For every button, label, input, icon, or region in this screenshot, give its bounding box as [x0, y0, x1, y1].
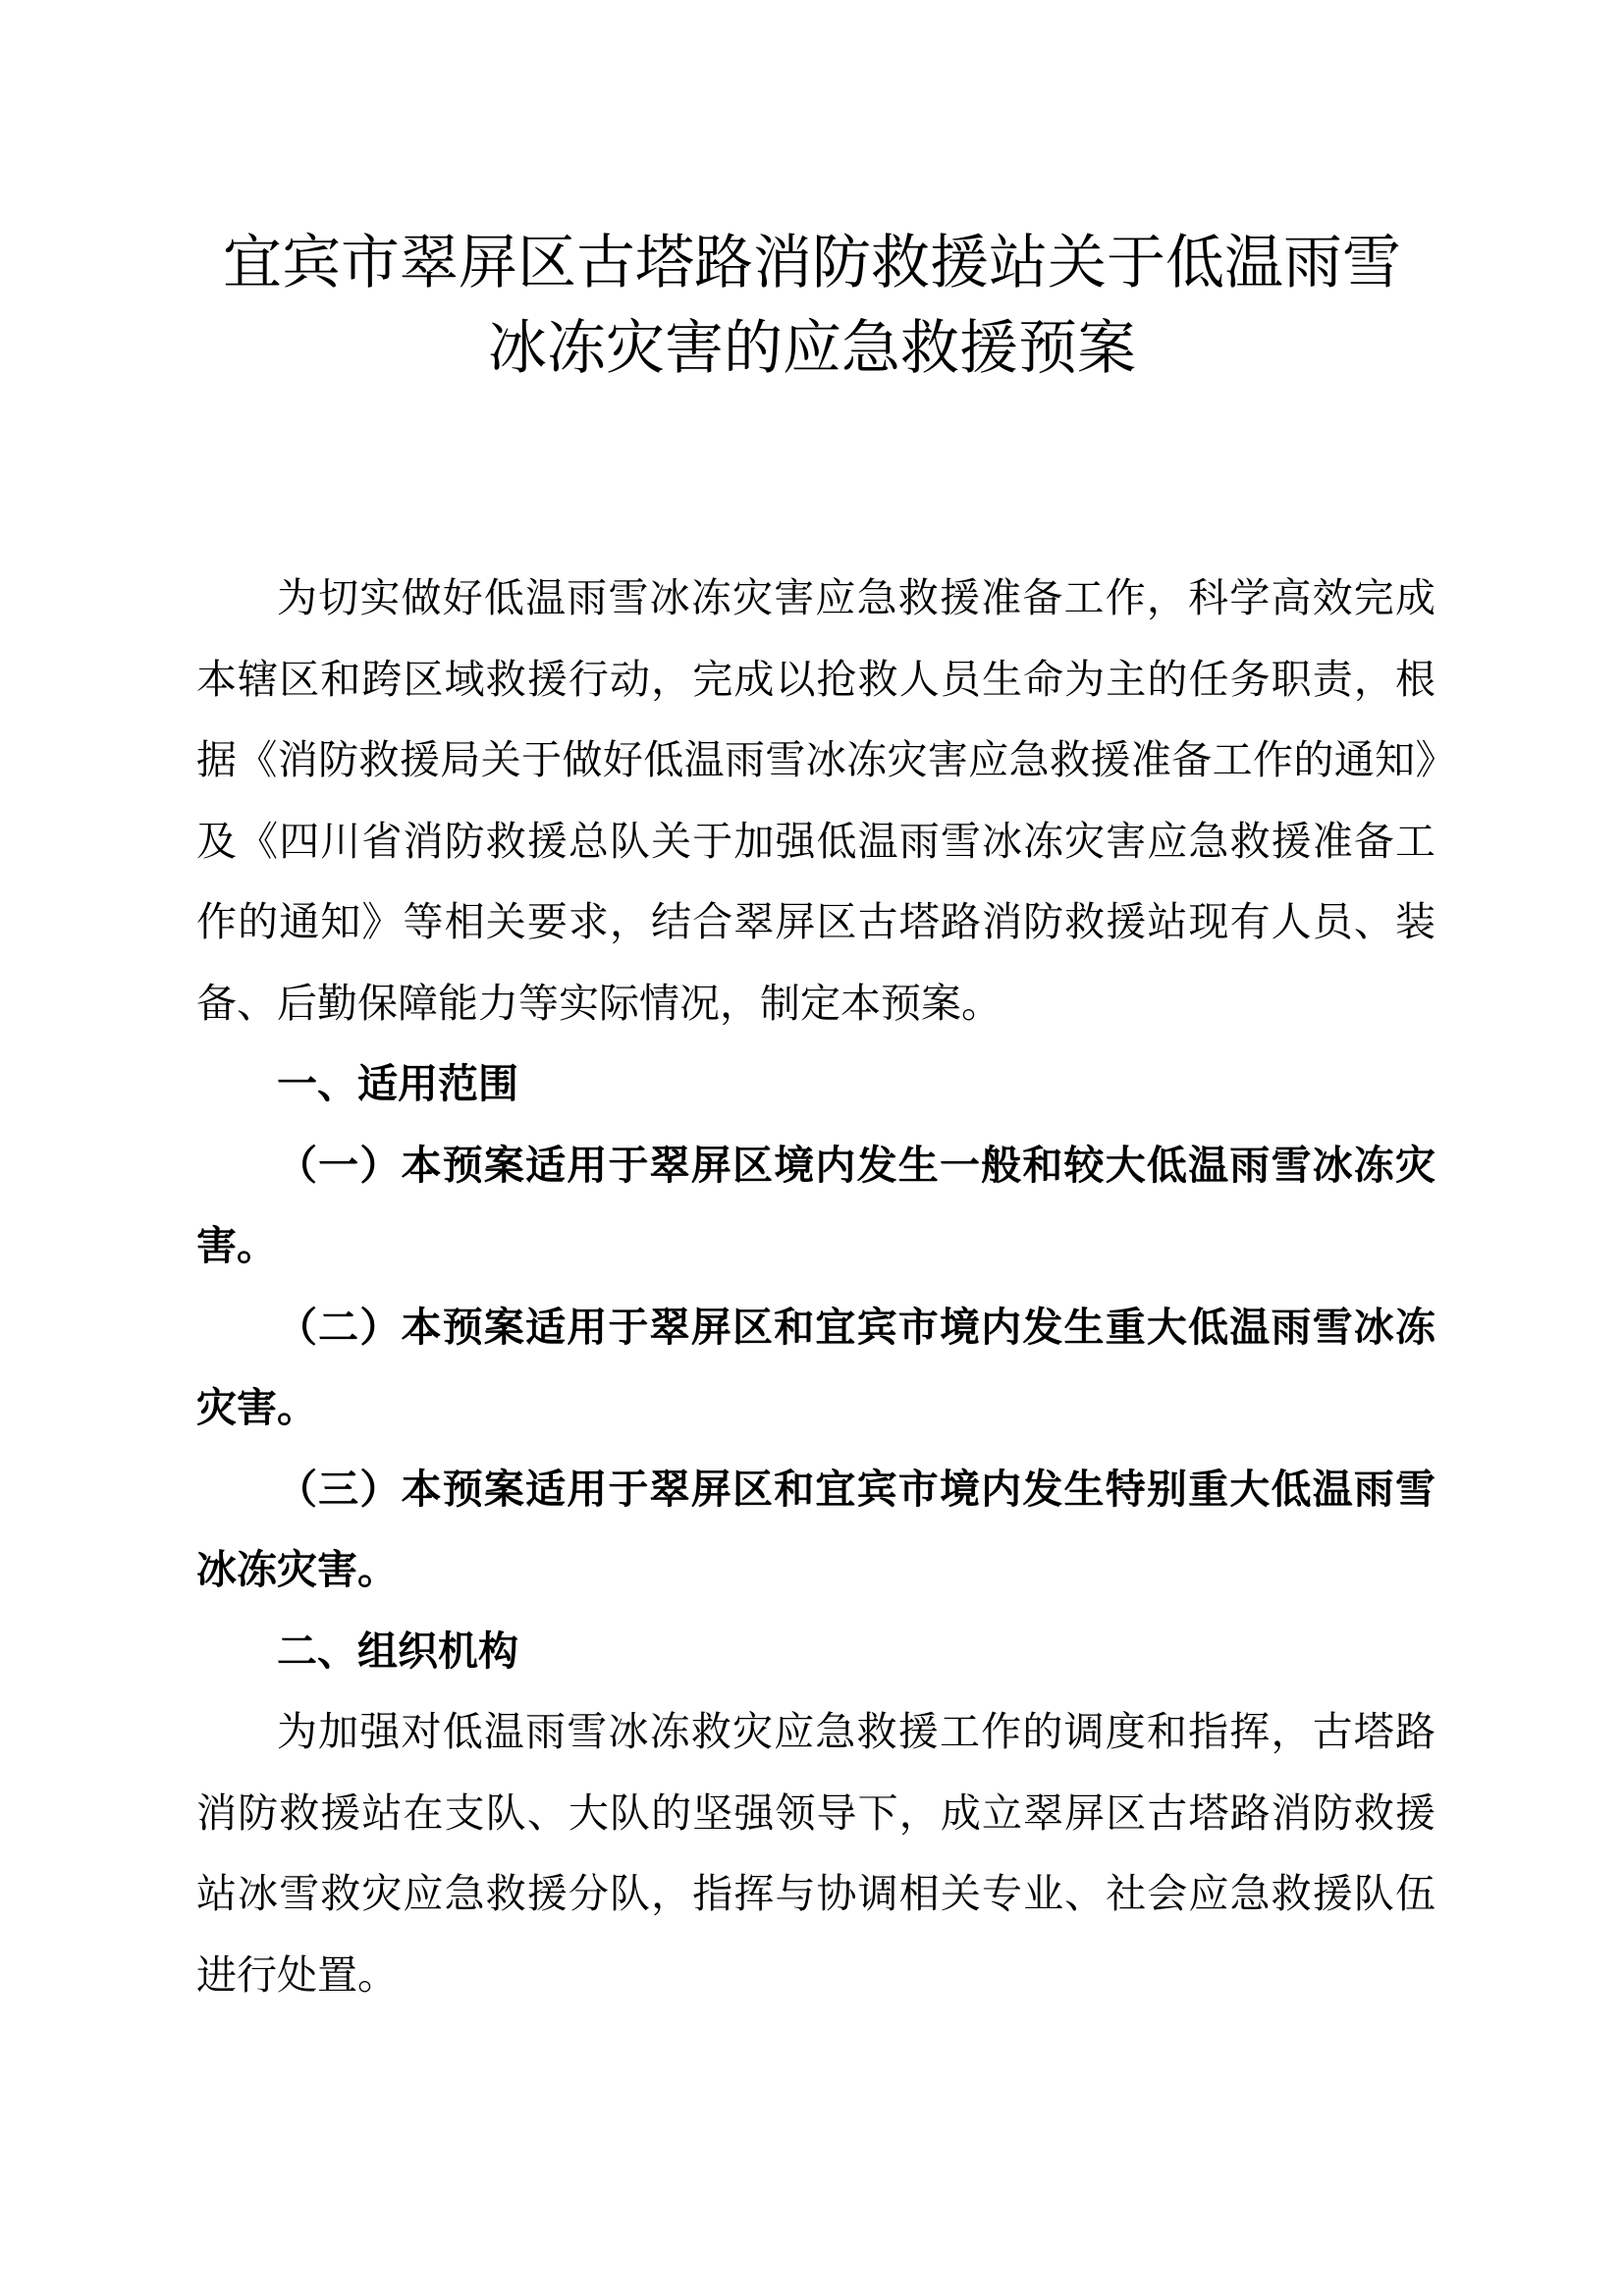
- document-title-line-1: 宜宾市翠屏区古塔路消防救援站关于低温雨雪: [223, 229, 1401, 297]
- organization-paragraph: 为加强对低温雨雪冰冻救灾应急救援工作的调度和指挥，古塔路消防救援站在支队、大队的坚强领导下，成立翠屏区古塔路消防救援站冰雪救灾应急救援分队，指挥与协调相关专业、社会应急救援队伍进行处置。: [196, 1708, 1435, 1999]
- intro-paragraph: 为切实做好低温雨雪冰冻灾害应急救援准备工作，科学高效完成本辖区和跨区域救援行动，完成以抢救人员生命为主的任务职责，根据《消防救援局关于做好低温雨雪冰冻灾害应急救援准备工作的通知》及《四川省消防救援总队关于加强低温雨雪冰冻灾害应急救援准备工作的通知》等相关要求，结合翠屏区古塔路消防救援站现有人员、装备、后勤保障能力等实际情况，制定本预案。: [196, 574, 1435, 1027]
- section-heading-scope: 一、适用范围: [277, 1060, 518, 1107]
- document-title-line-2: 冰冻灾害的应急救援预案: [488, 314, 1136, 383]
- scope-item-2: （二）本预案适用于翠屏区和宜宾市境内发生重大低温雨雪冰冻灾害。: [196, 1303, 1435, 1431]
- scope-item-3: （三）本预案适用于翠屏区和宜宾市境内发生特别重大低温雨雪冰冻灾害。: [196, 1465, 1435, 1593]
- section-heading-organization: 二、组织机构: [277, 1627, 518, 1675]
- scope-item-1: （一）本预案适用于翠屏区境内发生一般和较大低温雨雪冰冻灾害。: [196, 1141, 1435, 1269]
- document-body: [196, 558, 1435, 2015]
